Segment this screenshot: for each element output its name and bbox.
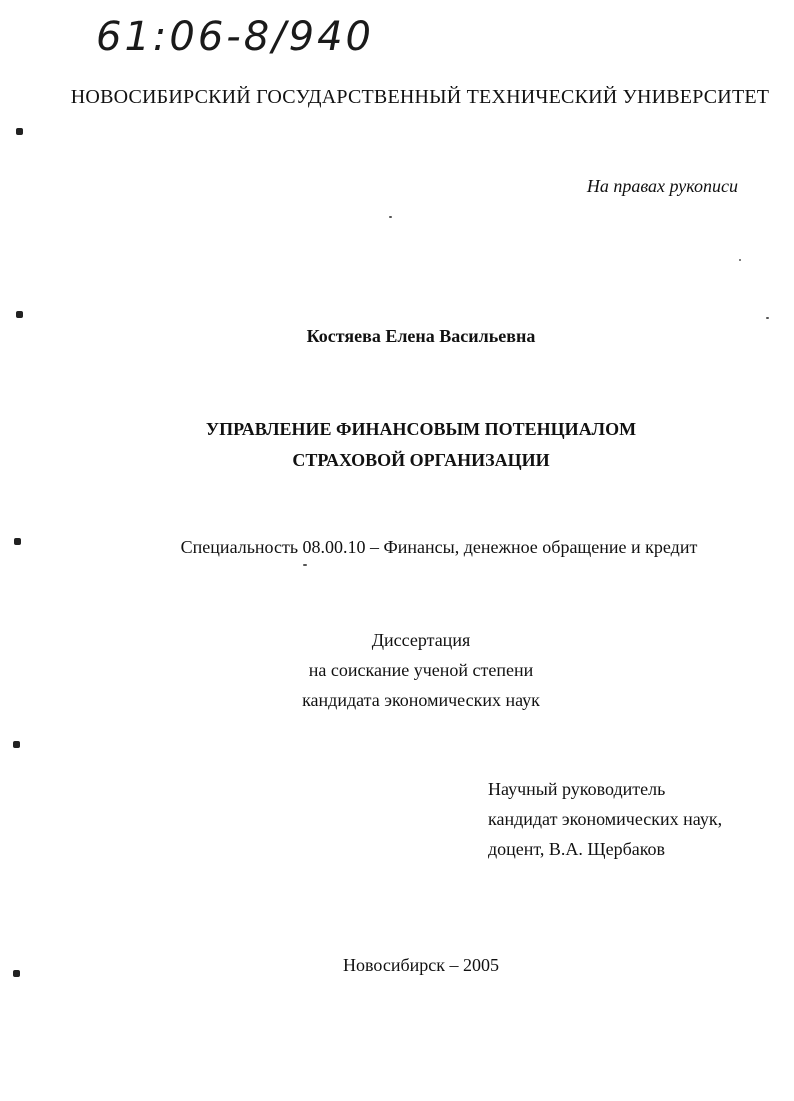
binding-hole-mark xyxy=(13,970,20,977)
title-line-2: СТРАХОВОЙ ОРГАНИЗАЦИИ xyxy=(292,450,550,470)
degree-line-1: Диссертация xyxy=(371,630,471,650)
author-name: Костяева Елена Васильевна xyxy=(306,326,536,346)
degree-line-3: кандидата экономических наук xyxy=(302,690,540,710)
scan-speck xyxy=(739,259,741,261)
city-and-year: Новосибирск – 2005 xyxy=(343,955,499,975)
binding-hole-mark xyxy=(16,311,23,318)
title-line-1: УПРАВЛЕНИЕ ФИНАНСОВЫМ ПОТЕНЦИАЛОМ xyxy=(205,419,637,439)
degree-block xyxy=(0,625,794,715)
degree-line-2: на соискание ученой степени xyxy=(308,660,534,680)
binding-hole-mark xyxy=(14,538,21,545)
handwritten-archive-number xyxy=(92,6,402,60)
supervisor-line-2: кандидат экономических наук, xyxy=(488,809,723,829)
supervisor-block xyxy=(488,774,722,864)
specialty-line: Специальность 08.00.10 – Финансы, денежное обращение и кредит xyxy=(180,537,698,557)
binding-hole-mark xyxy=(16,128,23,135)
supervisor-line-3: доцент, В.А. Щербаков xyxy=(488,839,666,859)
university-name: НОВОСИБИРСКИЙ ГОСУДАРСТВЕННЫЙ ТЕХНИЧЕСКИЙ УНИВЕРСИТЕТ xyxy=(70,86,770,108)
dissertation-title xyxy=(0,414,794,476)
scan-speck xyxy=(303,564,307,566)
scan-speck xyxy=(389,216,392,218)
binding-hole-mark xyxy=(13,741,20,748)
supervisor-line-1: Научный руководитель xyxy=(488,779,666,799)
manuscript-rights-note: На правах рукописи xyxy=(586,176,738,196)
svg-text:61:06-8/940: 61:06-8/940 xyxy=(96,14,374,60)
scan-speck xyxy=(766,317,769,319)
